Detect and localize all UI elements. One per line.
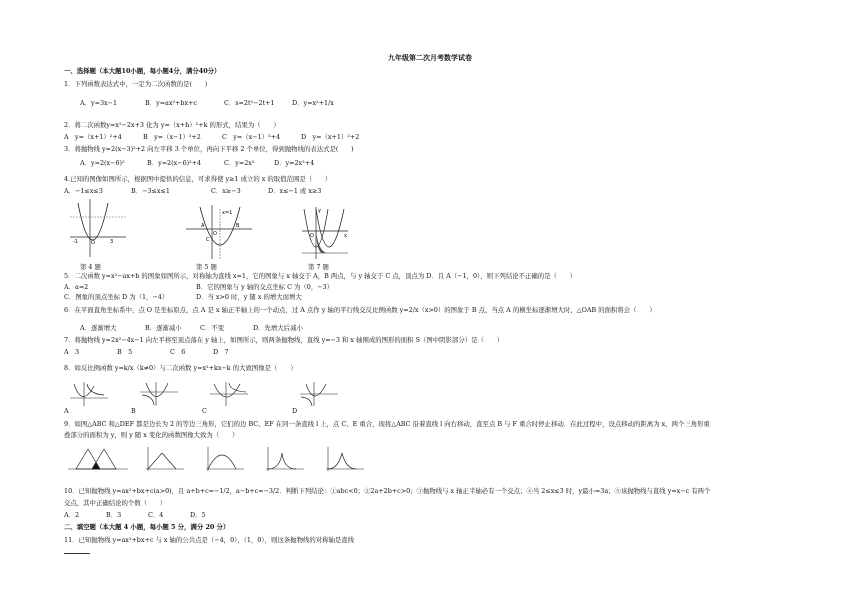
q2-option-b: B y=（x−1）²+2 <box>143 133 201 141</box>
q7-option-a: A 3 <box>64 348 80 356</box>
q9-graph-d <box>322 445 366 473</box>
symmetry-axis-label: x=1 <box>222 210 233 216</box>
q2-option-a: A y=（x+1）²+4 <box>64 133 122 141</box>
footnote-divider <box>64 553 90 554</box>
section-fill-heading: 二、填空题（本大题 4 小题，每小题 5 分，满分 20 分） <box>64 523 230 531</box>
q5-option-c: C．图象的顶点坐标 D 为（1，−4） <box>64 293 169 301</box>
hyperbola-curve <box>229 383 246 392</box>
tick-label-minus1: -1 <box>73 239 78 245</box>
q10-option-c: C．4 <box>148 511 164 519</box>
q4-option-d: D．x≤−1 或 x≥3 <box>268 187 322 195</box>
origin-label: O <box>213 231 217 237</box>
hyperbola-curve <box>87 384 104 395</box>
q10-stem-line2: 交点，其中正确结论的个数（ ） <box>64 499 167 507</box>
q9-stem: 9．如图△ABC 和△DEF 都是边长为 2 的等边三角形，它们的边 BC、EF 在同一条直线 l 上，点 C、E 重合，现将△ABC 沿着直线 l 向右移动，直至点 B 与 F 重合时停止移动．在此过程中，设点移动的距离为 x，两个三角形重 <box>64 420 710 428</box>
figure-q4-graph <box>68 197 128 259</box>
q9-stem-line2: 叠部分的面积为 y，则 y 随 x 变化的函数图像大致为（ ） <box>64 431 239 439</box>
caption-q4: 第 4 题 <box>80 263 101 271</box>
q7-option-d: D 7 <box>213 348 229 356</box>
x-axis-label: x <box>344 233 347 239</box>
q8-option-a: A <box>64 407 69 415</box>
q1-option-d: D．y=x²+1/x <box>292 99 334 107</box>
q6-stem: 6．在平面直角坐标系中，点 O 是坐标原点，点 A 是 x 轴正半轴上的一个动点，过 A 点作 y 轴的平行线交反比例函数 y=2/x（x>0）的图象于 B 点，当点 A 的横坐标逐渐增大时，△OAB 的面积将会（ ） <box>64 306 656 314</box>
q10-stem: 10．已知抛物线 y=ax²+bx+c(a>0)，且 a+b+c=−1/2，a−b+c=−3/2．判断下列结论：①abc<0；②2a+2b+c>0；③抛物线与 x 轴正半轴必有一个交点；④当 2≤x≤3 时，y最小=3a；⑤该抛物线与直线 y=x−c 有两个 <box>64 487 711 495</box>
figure-q7-graph <box>300 205 350 261</box>
y-axis-label: y <box>318 208 321 214</box>
q7-option-c: C 6 <box>170 348 186 356</box>
page-title: 九年级第二次月考数学试卷 <box>388 53 472 62</box>
q1-option-b: B．y=ax²+bx+c <box>145 99 198 107</box>
q5-option-a: A．a=2 <box>64 283 89 291</box>
q9-graph-a <box>142 445 186 473</box>
q5-stem: 5．二次函数 y=x²−ax+b 的图象如图所示，对称轴为直线 x=1，它的图象与 x 轴交于 A，B 两点，与 y 轴交于 C 点，顶点为 D．且 A（−1，0），则下列结论不正确的是（ ） <box>64 272 577 280</box>
q2-option-c: C y=（x−1）²+4 <box>222 133 281 141</box>
parabola-curve <box>146 383 168 397</box>
caption-q5: 第 5 题 <box>196 263 217 271</box>
q3-stem: 3．将抛物线 y=2(x−3)²+2 向左平移 3 个单位，再向下平移 2 个单位，得到抛物线的表达式是( ) <box>64 145 354 153</box>
function-curve <box>328 453 356 469</box>
tick-label-3: 3 <box>110 239 114 245</box>
q10-option-b: B．3 <box>106 511 122 519</box>
hyperbola-curve <box>142 395 154 405</box>
q5-option-d: D．当 x>0 时，y 随 x 的增大而增大 <box>196 293 302 301</box>
q8-graph-a <box>68 380 110 408</box>
q3-option-c: C．y=2x² <box>224 159 255 167</box>
q10-option-a: A．2 <box>64 511 80 519</box>
q3-option-b: B．y=2(x−6)²+4 <box>147 159 202 167</box>
q8-option-d: D <box>292 407 298 415</box>
parabola-curve <box>78 203 108 240</box>
q4-option-b: B．−3≤x≤1 <box>131 187 170 195</box>
q2-option-d: D y=（x+1）²+2 <box>301 133 360 141</box>
q6-option-b: B．逐渐减小 <box>145 324 182 332</box>
q7-stem: 7．将抛物线 y=2x²−4x−1 向左平移至顶点落在 y 轴上，如图所示，则两条抛物线，直线 y=−3 和 x 轴围成的图形的面积 S（图中阴影部分）是（ ） <box>64 336 504 344</box>
parabola-right <box>316 209 344 247</box>
figure-q5-graph <box>184 203 254 261</box>
q4-option-a: A．−1≤x≤3 <box>64 187 103 195</box>
q6-option-c: C．不变 <box>200 324 225 332</box>
origin-label: O <box>310 233 314 239</box>
q4-option-c: C．x≥−3 <box>211 187 241 195</box>
origin-label: O <box>91 240 95 246</box>
q9-graph-b <box>202 445 246 473</box>
q3-option-a: A．y=2(x−6)² <box>80 159 125 167</box>
function-curve <box>208 455 236 469</box>
q1-option-a: A．y=3x−1 <box>80 99 118 107</box>
function-curve <box>148 453 176 469</box>
point-c-label: C <box>206 237 210 243</box>
caption-q7: 第 7 题 <box>308 263 329 271</box>
point-a-label: A <box>201 223 205 229</box>
q8-graph-d <box>298 380 340 408</box>
hyperbola-curve <box>301 397 312 406</box>
q10-option-d: D．5 <box>190 511 206 519</box>
q8-graph-b <box>138 380 180 408</box>
q9-graph-c <box>262 445 306 473</box>
q9-triangles-figure <box>66 443 130 473</box>
q7-option-b: B 5 <box>117 348 133 356</box>
q6-option-d: D．先增大后减小 <box>253 324 303 332</box>
q6-option-a: A．逐渐增大 <box>80 324 117 332</box>
q3-option-d: D．y=2x²+4 <box>274 159 315 167</box>
q1-stem: 1．下列函数表达式中，一定为二次函数的是( ) <box>64 80 208 88</box>
q8-stem: 8．如反比例函数 y=k/x（k≠0）与二次函数 y=x²+kx−k 的大致图像是（ ） <box>64 364 297 372</box>
q8-option-c: C <box>202 407 207 415</box>
q8-graph-c <box>208 380 250 408</box>
q11-stem: 11．已知抛物线 y=ax²+bx+c 与 x 轴的公共点是（−4，0），（1，0），则这条抛物线的对称轴是直线 <box>64 536 355 544</box>
q4-stem: 4.已知的图像如图所示，根据图中提供的信息，可求得使 y≥1 成立的 x 的取值范围是（ ） <box>64 175 332 183</box>
q1-option-c: C．s=2t²−2t+1 <box>224 99 275 107</box>
q5-option-b: B．它的图象与 y 轴的交点坐标 C 为（0，−3） <box>196 283 334 291</box>
overlap-region <box>92 462 100 469</box>
q8-option-b: B <box>131 407 136 415</box>
function-curve <box>268 453 296 469</box>
point-b-label: B <box>236 223 240 229</box>
section-choice-heading: 一、选择题（本大题10小题，每小题4分，满分40分） <box>64 67 221 75</box>
q2-stem: 2．将二次函数y=x²−2x+3 化为 y=（x+h）²+k 的形式，结果为（ ） <box>64 121 280 129</box>
